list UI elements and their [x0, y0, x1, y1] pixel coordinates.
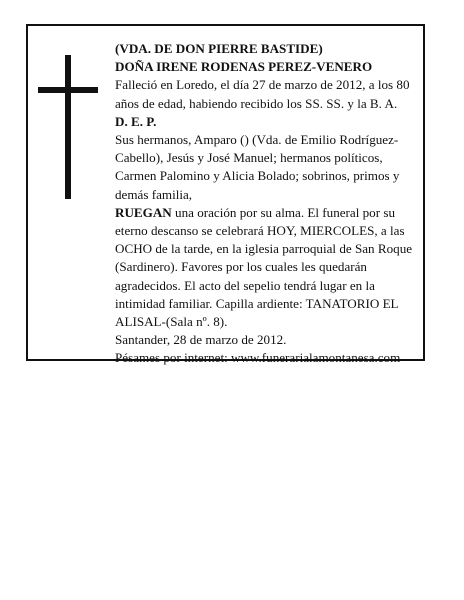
request-details: una oración por su alma. El funeral por su eterno descanso se celebrará HOY, MIERCOLES, a las OCHO de la tarde, en la iglesia parroquial de San Roque (Sardinero). Favores por los cuales les quedarán agradecidos. El acto del sepelio tendrá lugar en la intimidad familiar. Capilla ardiente: TANATORIO EL ALISAL-(Sala nº. 8). — [115, 204, 413, 330]
family-list: Sus hermanos, Amparo () (Vda. de Emilio Rodríguez-Cabello), Jesús y José Manuel; hermanos políticos, Carmen Palomino y Alicia Bolado; sobrinos, primos y demás familia, — [115, 132, 400, 202]
deceased-name: DOÑA IRENE RODENAS PEREZ-VENERO — [115, 59, 373, 75]
request-paragraph — [115, 204, 415, 331]
widow-line: (VDA. DE DON PIERRE BASTIDE) — [115, 41, 323, 56]
cross-icon — [38, 55, 98, 199]
obituary-notice — [26, 24, 425, 366]
death-info: Falleció en Loredo, el día 27 de marzo de 2012, a los 80 años de edad, habiendo recibido los SS. SS. y la B. A. — [115, 77, 410, 111]
rip-line: D. E. P. — [115, 113, 157, 129]
condolences-line: Pésames por internet: www.funerarialamontanesa.com — [115, 350, 401, 366]
place-date: Santander, 28 de marzo de 2012. — [115, 332, 287, 348]
request-verb: RUEGAN — [115, 204, 172, 220]
notice-text — [115, 40, 415, 368]
